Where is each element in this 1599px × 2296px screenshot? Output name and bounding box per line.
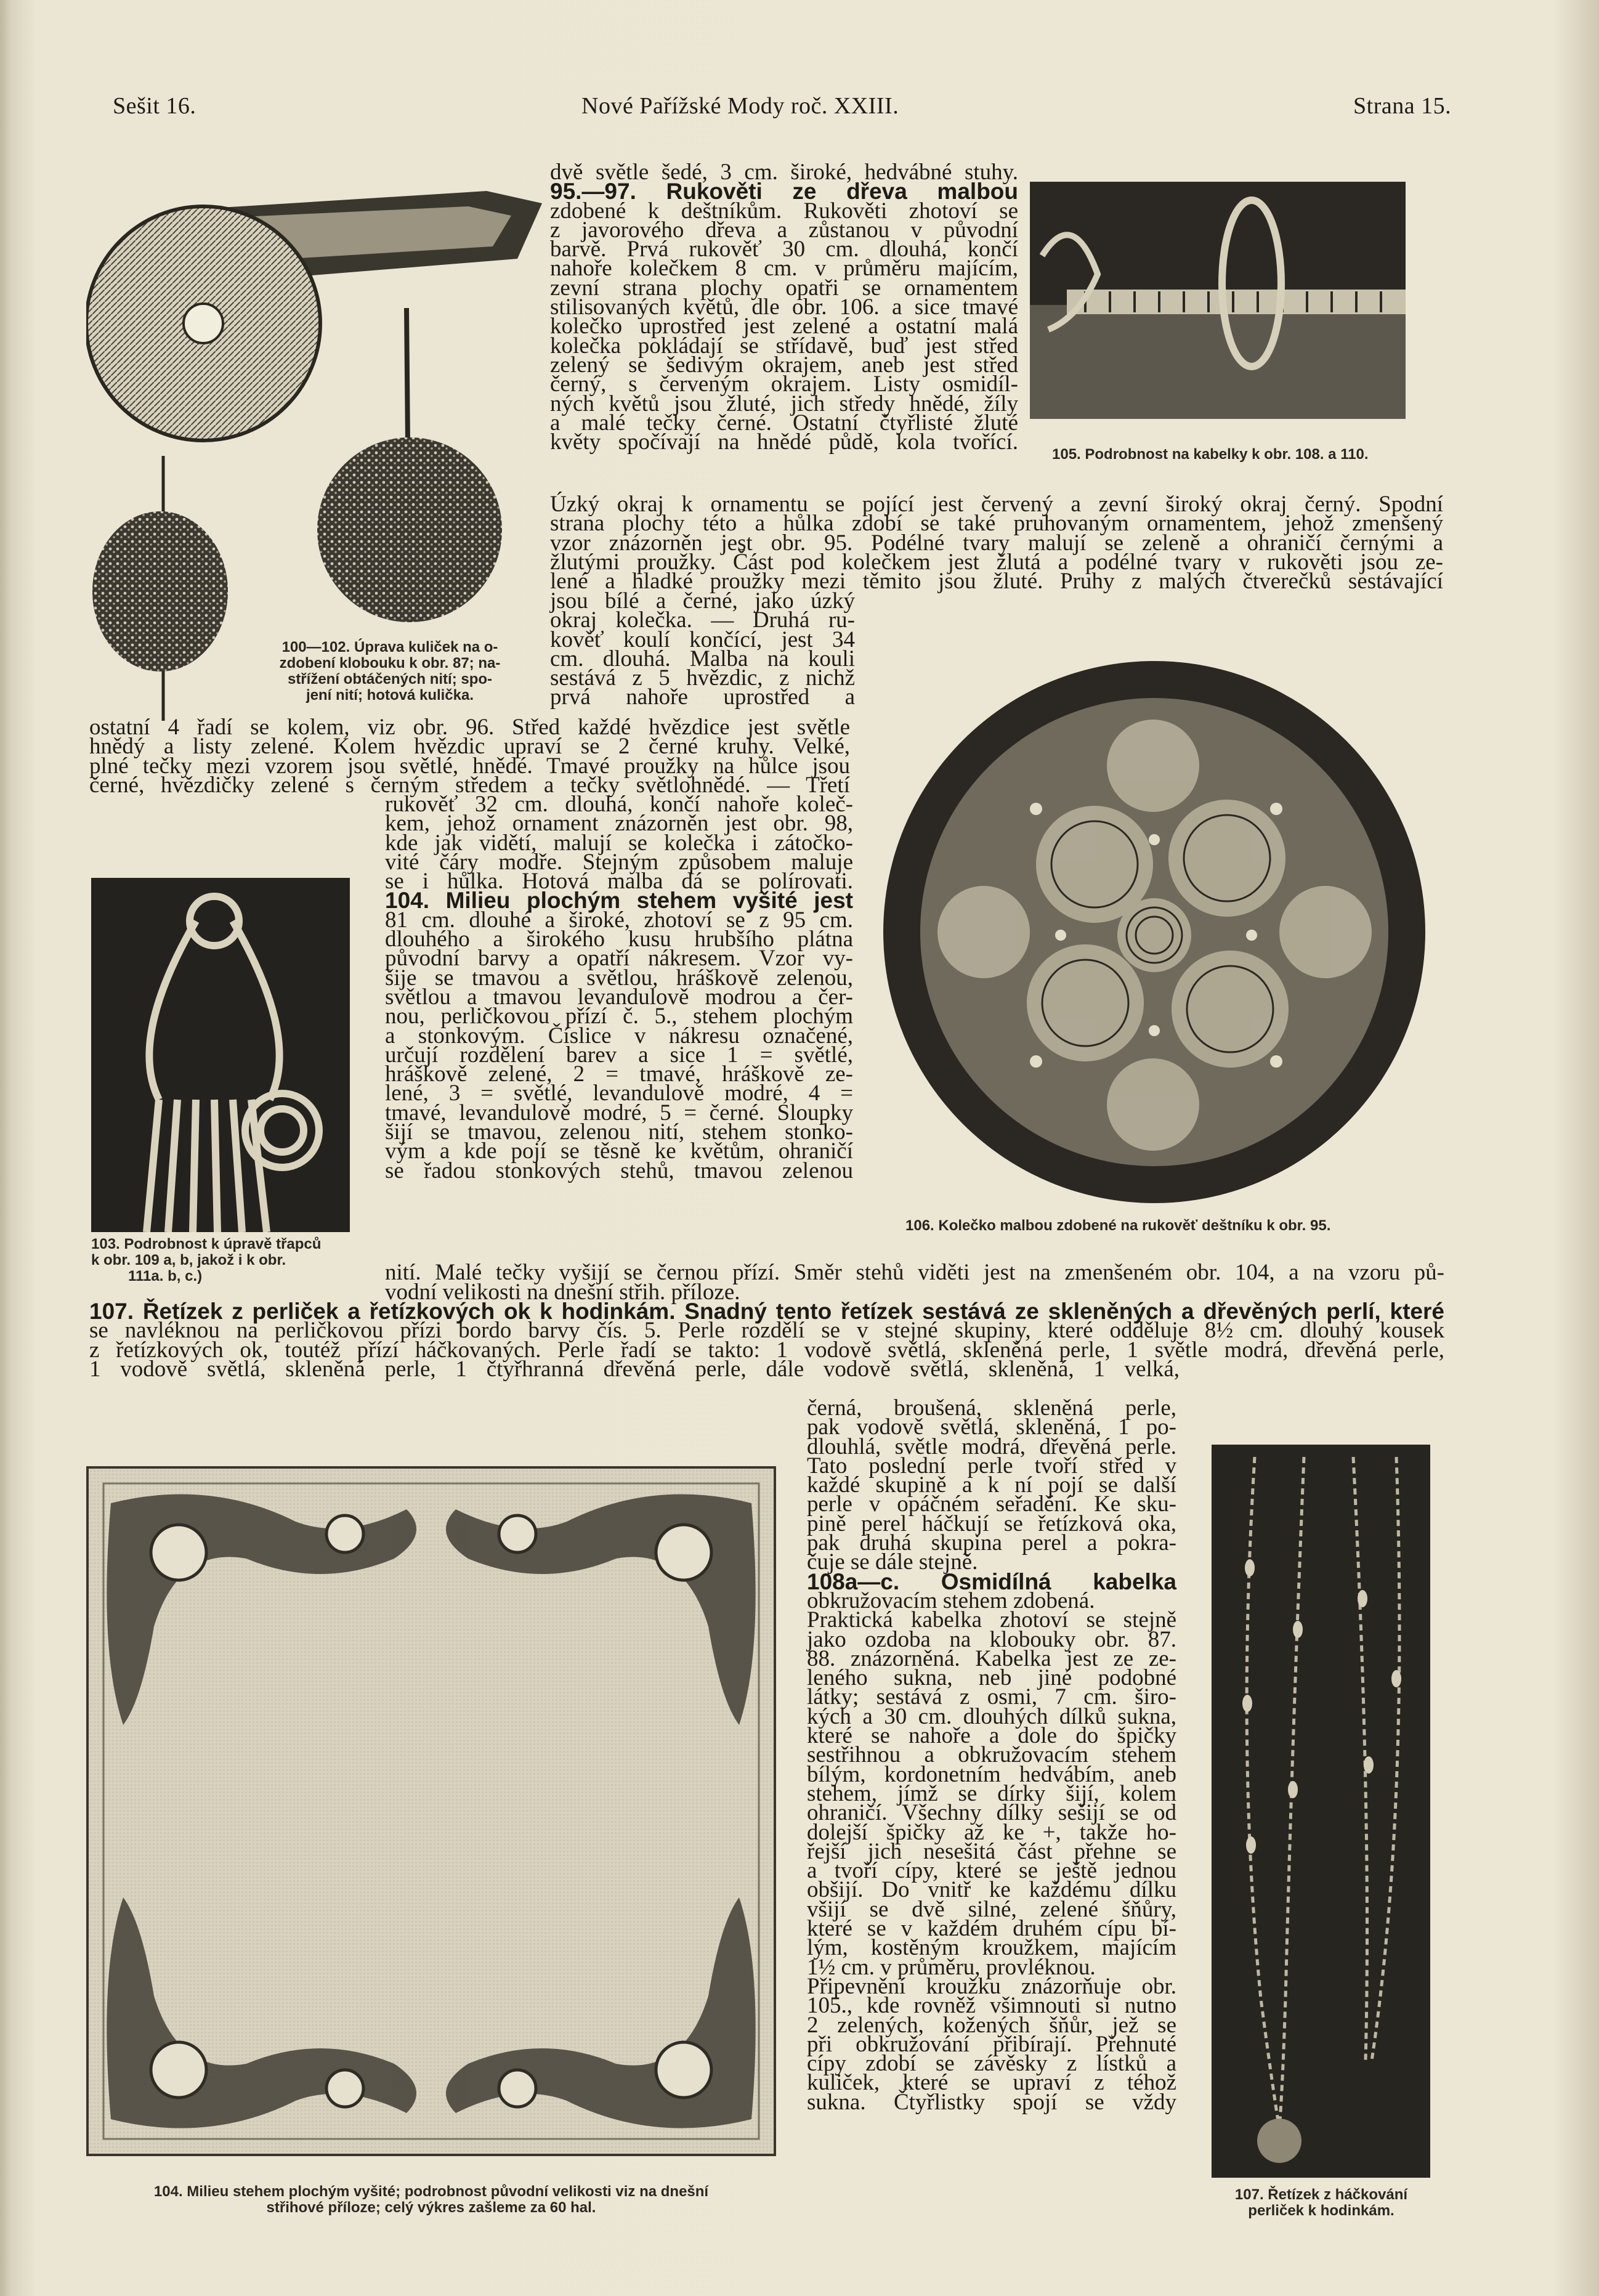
text-line: z javorového dřeva a zůstanou v původní bbox=[550, 217, 1018, 243]
paragraph-retizek bbox=[89, 1299, 1444, 1363]
text-line: jako ozdoba na klobouky obr. 87. bbox=[807, 1626, 1176, 1652]
figure-105-illustration bbox=[1030, 182, 1406, 419]
section-heading-107: 107. Řetízek z perliček a řetízkových ok k hodinkám. Snadný tento řetízek sestává ze skleněných a dřevěných perlí, které bbox=[89, 1299, 1444, 1324]
text-line: lým, kostěným kroužkem, majícím bbox=[807, 1935, 1176, 1961]
text-line: nití. Malé tečky vyšijí se černou přízí. Směr stehů viděti jest na zmenšeném obr. 104, a na vzoru pů- bbox=[385, 1260, 1444, 1285]
text-line: dolejší špičky až ke +, takže ho- bbox=[807, 1819, 1176, 1845]
text-line: se i hůlka. Hotová malba dá se polírovati. bbox=[385, 869, 853, 894]
text-line: řejší jich nesešitá část přehne se bbox=[807, 1838, 1176, 1864]
text-line: sestává z 5 hvězdic, z nichž bbox=[550, 665, 855, 691]
text-line: vité čáry modře. Stejným způsobem maluje bbox=[385, 849, 853, 875]
text-line: stilisovaných květů, dle obr. 106. a sice tmavé bbox=[550, 294, 1018, 320]
text-line: kuliček, které se upraví z téhož bbox=[807, 2070, 1176, 2096]
caption-figure-103 bbox=[91, 1236, 356, 1284]
caption-line: jení nití; hotová kulička. bbox=[306, 687, 474, 704]
text-line: obkružovacím stehem zdobená. bbox=[807, 1588, 1095, 1613]
text-line: vým a kde pojí se těsně ke květům, ohraničí bbox=[385, 1138, 853, 1164]
text-line: pak druhá skupina perel a pokra- bbox=[807, 1530, 1176, 1556]
caption-line: střížení obtáčených nití; spo- bbox=[287, 671, 493, 688]
text-line: každé skupině a k ní pojí se další bbox=[807, 1472, 1176, 1498]
text-line: rukověť 32 cm. dlouhá, končí nahoře koleč- bbox=[385, 792, 853, 817]
text-line: šije se tmavou a světlou, hráškově zelenou, bbox=[385, 965, 853, 991]
text-line: černé, hvězdičky zelené s černým středem a tečky světlohnědé. — Třetí bbox=[89, 772, 850, 798]
text-line: a stonkovým. Číslice v nákresu označené, bbox=[385, 1023, 853, 1049]
text-line: látky; sestává z osmi, 7 cm. širo- bbox=[807, 1684, 1176, 1710]
text-line: žlutými proužky. Část pod kolečkem jest žlutá a podélné tvary v rukověti jsou ze- bbox=[550, 549, 1443, 575]
caption-line: 100—102. Úprava kuliček na o- bbox=[281, 639, 498, 655]
caption-figure-105: 105. Podrobnost na kabelky k obr. 108. a 110. bbox=[1052, 446, 1369, 463]
figure-105-bag-detail bbox=[1030, 182, 1406, 419]
section-heading-108: 108a—c. Osmidílná kabelka bbox=[807, 1568, 1176, 1594]
text-line: dlouhého a širokého kusu hrubšího plátna bbox=[385, 927, 853, 952]
caption-figure-104 bbox=[89, 2184, 773, 2216]
text-line: dlouhlá, světle modrá, dřevěná perle. bbox=[807, 1434, 1176, 1459]
text-line: kých a 30 cm. dlouhých dílků sukna, bbox=[807, 1703, 1176, 1729]
section-heading-104: 104. Milieu plochým stehem vyšité jest bbox=[385, 888, 853, 914]
text-line: prvá nahoře uprostřed a bbox=[550, 684, 855, 710]
text-line: vodní velikosti na dnešní střih. příloze. bbox=[385, 1280, 740, 1305]
header-title: Nové Pařížské Mody roč. XXIII. bbox=[581, 93, 899, 119]
text-line: ných květů jsou žluté, jich středy hnědé, žíly bbox=[550, 391, 1018, 416]
text-line: vzor znázorněn jest obr. 95. Podélné tvary malují se zeleně a ohraničí černými a bbox=[550, 530, 1443, 556]
text-line: strana plochy této a hůlka zdobí se také pruhovaným ornamentem, jehož zmenšený bbox=[550, 511, 1443, 537]
header-issue: Sešit 16. bbox=[113, 93, 196, 119]
caption-line: perliček k hodinkám. bbox=[1248, 2202, 1395, 2219]
text-line: se řadou stonkových stehů, tmavou zelenou bbox=[385, 1158, 853, 1183]
text-line: Praktická kabelka zhotoví se stejně bbox=[807, 1607, 1176, 1633]
text-line: tmavé, levandulově modré, 5 = černé. Sloupky bbox=[385, 1100, 853, 1126]
text-line: černý, s červeným okrajem. Listy osmidíl- bbox=[550, 371, 1018, 397]
figure-104-milieu bbox=[86, 1466, 776, 2156]
text-line: a malé tečky černé. Ostatní čtyřlisté žluté bbox=[550, 410, 1018, 436]
text-line: původní barvy a opatří nákresem. Vzor vy- bbox=[385, 946, 853, 972]
text-line: Připevnění kroužku znázorňuje obr. bbox=[807, 1973, 1176, 1999]
paragraph-hvezdice bbox=[89, 715, 850, 798]
figure-106-painted-disc bbox=[882, 655, 1427, 1209]
text-line: zdobené k deštníkům. Rukověti zhotoví se bbox=[550, 198, 1018, 224]
text-line: lené a hladké proužky mezi těmito jsou žluté. Pruhy z malých čtverečků sestávající bbox=[550, 569, 1443, 594]
text-line: ostatní 4 řadí se kolem, viz obr. 96. Střed každé hvězdice jest světle bbox=[89, 715, 850, 740]
text-line: kem, jehož ornament znázorněn jest obr. 98, bbox=[385, 811, 853, 837]
figure-103-tassel bbox=[91, 878, 350, 1232]
paragraph-rukoveti bbox=[550, 160, 1018, 455]
text-line: 105., kde rovněž všimnouti si nutno bbox=[807, 1993, 1176, 2019]
text-line: a tvoří cípy, které se ještě jednou bbox=[807, 1858, 1176, 1884]
figure-103-illustration bbox=[91, 878, 350, 1232]
text-line: květy spočívají na hnědé půdě, kola tvořící. bbox=[550, 429, 1018, 455]
paragraph-druha-rukovet bbox=[550, 588, 855, 710]
text-line: 1 vodově světlá, skleněná perle, 1 čtyřhranná dřevěná perle, dále vodově světlá, skleněná, 1 velká, bbox=[89, 1357, 1180, 1382]
paragraph-kabelka bbox=[807, 1395, 1176, 2115]
text-line: sestřihnou a obkružovacím stehem bbox=[807, 1742, 1176, 1768]
text-line: z řetízkových ok, toutéž přízí háčkovaných. Perle řadí se takto: 1 vodově světlá, skleněná perle, 1 světle modrá, dřevěná perle, bbox=[89, 1337, 1444, 1363]
text-line: stehem, jímž se dírky šijí, kolem bbox=[807, 1780, 1176, 1806]
text-line: jsou bílé a černé, jako úzký bbox=[550, 588, 855, 614]
caption-line: střihové příloze; celý výkres zašleme za 60 hal. bbox=[266, 2199, 596, 2216]
text-line: okraj kolečka. — Druhá ru- bbox=[550, 607, 855, 633]
caption-line: 107. Řetízek z háčkování bbox=[1234, 2186, 1408, 2203]
text-line: 2 zelených, kožených šňůr, jež se bbox=[807, 2012, 1176, 2038]
paragraph-milieu bbox=[385, 792, 853, 1183]
text-line: všijí se dvě silné, zelené šňůry, bbox=[807, 1896, 1176, 1922]
text-line: pak vodově světlá, skleněná, 1 po- bbox=[807, 1414, 1176, 1440]
text-line: perle v opáčném seřadění. Ke sku- bbox=[807, 1491, 1176, 1517]
text-line: které se v každém druhém cípu bí- bbox=[807, 1916, 1176, 1942]
caption-figure-100-102 bbox=[257, 639, 522, 704]
figure-107-illustration bbox=[1212, 1445, 1430, 2178]
caption-figure-106: 106. Kolečko malbou zdobené na rukověť deštníku k obr. 95. bbox=[905, 1217, 1331, 1234]
text-line: čuje se dále stejně. bbox=[807, 1549, 978, 1575]
text-line: lené, 3 = světlé, levandulově modré, 4 = bbox=[385, 1081, 853, 1106]
text-line: barvě. Prvá rukověť 30 cm. dlouhá, končí bbox=[550, 237, 1018, 262]
text-line: zevní strana plochy opatři se ornamentem bbox=[550, 275, 1018, 301]
caption-line: 103. Podrobnost k úpravě třapců bbox=[91, 1236, 322, 1252]
text-line: ohraničí. Všechny dílky sešijí se od bbox=[807, 1800, 1176, 1826]
text-line: nahoře kolečkem 8 cm. v průměru majícím, bbox=[550, 256, 1018, 282]
text-line: hráškově zelené, 2 = tmavé, hráškově ze- bbox=[385, 1061, 853, 1087]
section-heading-95-97: 95.—97. Rukověti ze dřeva malbou bbox=[550, 179, 1018, 205]
text-line: černá, broušená, skleněná perle, bbox=[807, 1395, 1176, 1421]
figure-104-illustration bbox=[86, 1466, 776, 2156]
paragraph-retizek-end bbox=[89, 1357, 1180, 1382]
text-line: cm. dlouhá. Malba na kouli bbox=[550, 646, 855, 671]
text-line: při obkružování přibírají. Přehnuté bbox=[807, 2031, 1176, 2057]
text-line: leného sukna, neb jiné podobné bbox=[807, 1665, 1176, 1691]
text-line: kolečka pokládají se střídavě, buď jest střed bbox=[550, 333, 1018, 359]
text-line: nou, perličkovou přízí č. 5., stehem plochým bbox=[385, 1004, 853, 1029]
text-line: dvě světle šedé, 3 cm. široké, hedvábné stuhy. bbox=[550, 160, 1018, 185]
figure-106-illustration bbox=[882, 655, 1427, 1209]
text-line: 1½ cm. v průměru, provléknou. bbox=[807, 1954, 1096, 1980]
figure-107-bead-chain bbox=[1212, 1445, 1430, 2178]
paragraph-okraj bbox=[550, 492, 1443, 594]
header-page-number: Strana 15. bbox=[1353, 93, 1452, 119]
text-line: cípy zdobí se závěsky z lístků a bbox=[807, 2051, 1176, 2077]
text-line: pině perel háčkují se řetízková oka, bbox=[807, 1511, 1176, 1536]
text-line: hnědý a listy zelené. Kolem hvězdic upraví se 2 černé kruhy. Velké, bbox=[89, 734, 850, 760]
text-line: kověť koulí končící, jest 34 bbox=[550, 627, 855, 652]
caption-line: 111a. b, c.) bbox=[128, 1268, 203, 1284]
text-line: obšijí. Do vnitř ke každému dílku bbox=[807, 1877, 1176, 1903]
text-line: plné tečky mezi vzorem jsou světlé, hnědé. Tmavé proužky na hůlce jsou bbox=[89, 753, 850, 779]
text-line: šijí se tmavou, zelenou nití, stehem stonko- bbox=[385, 1119, 853, 1145]
text-line: Úzký okraj k ornamentu se pojící jest červený a zevní široký okraj černý. Spodní bbox=[550, 492, 1443, 517]
text-line: 81 cm. dlouhé a široké, zhotoví se z 95 cm. bbox=[385, 907, 853, 933]
text-line: sukna. Čtyřlistky spojí se vždy bbox=[807, 2089, 1176, 2115]
text-line: kde jak vidětí, malují se kolečka i zátočko- bbox=[385, 830, 853, 856]
text-line: 88. znázorněná. Kabelka jest ze ze- bbox=[807, 1645, 1176, 1671]
text-line: kolečko uprostřed jest zelené a ostatní malá bbox=[550, 314, 1018, 339]
text-line: určují rozdělení barev a sice 1 = světlé, bbox=[385, 1042, 853, 1068]
caption-figure-107 bbox=[1201, 2187, 1441, 2219]
text-line: které se nahoře a dole do špičky bbox=[807, 1723, 1176, 1749]
caption-line: 104. Milieu stehem plochým vyšité; podrobnost původní velikosti viz na dnešní bbox=[153, 2183, 709, 2200]
caption-line: k obr. 109 a, b, jakož i k obr. bbox=[91, 1252, 286, 1268]
caption-line: zdobení klobouku k obr. 87; na- bbox=[279, 655, 501, 671]
text-line: světlou a tmavou levandulově modrou a čer- bbox=[385, 984, 853, 1010]
text-line: se navléknou na perličkovou přízi bordo barvy čís. 5. Perle rozdělí se v stejné skupiny, které odděluje 8½ cm. dlouhý kousek bbox=[89, 1318, 1444, 1344]
text-line: Tato poslední perle tvoří střed v bbox=[807, 1453, 1176, 1479]
text-line: zelený se šedivým okrajem, aneb jest střed bbox=[550, 352, 1018, 378]
text-line: bílým, kordonetním hedvábím, aneb bbox=[807, 1761, 1176, 1787]
